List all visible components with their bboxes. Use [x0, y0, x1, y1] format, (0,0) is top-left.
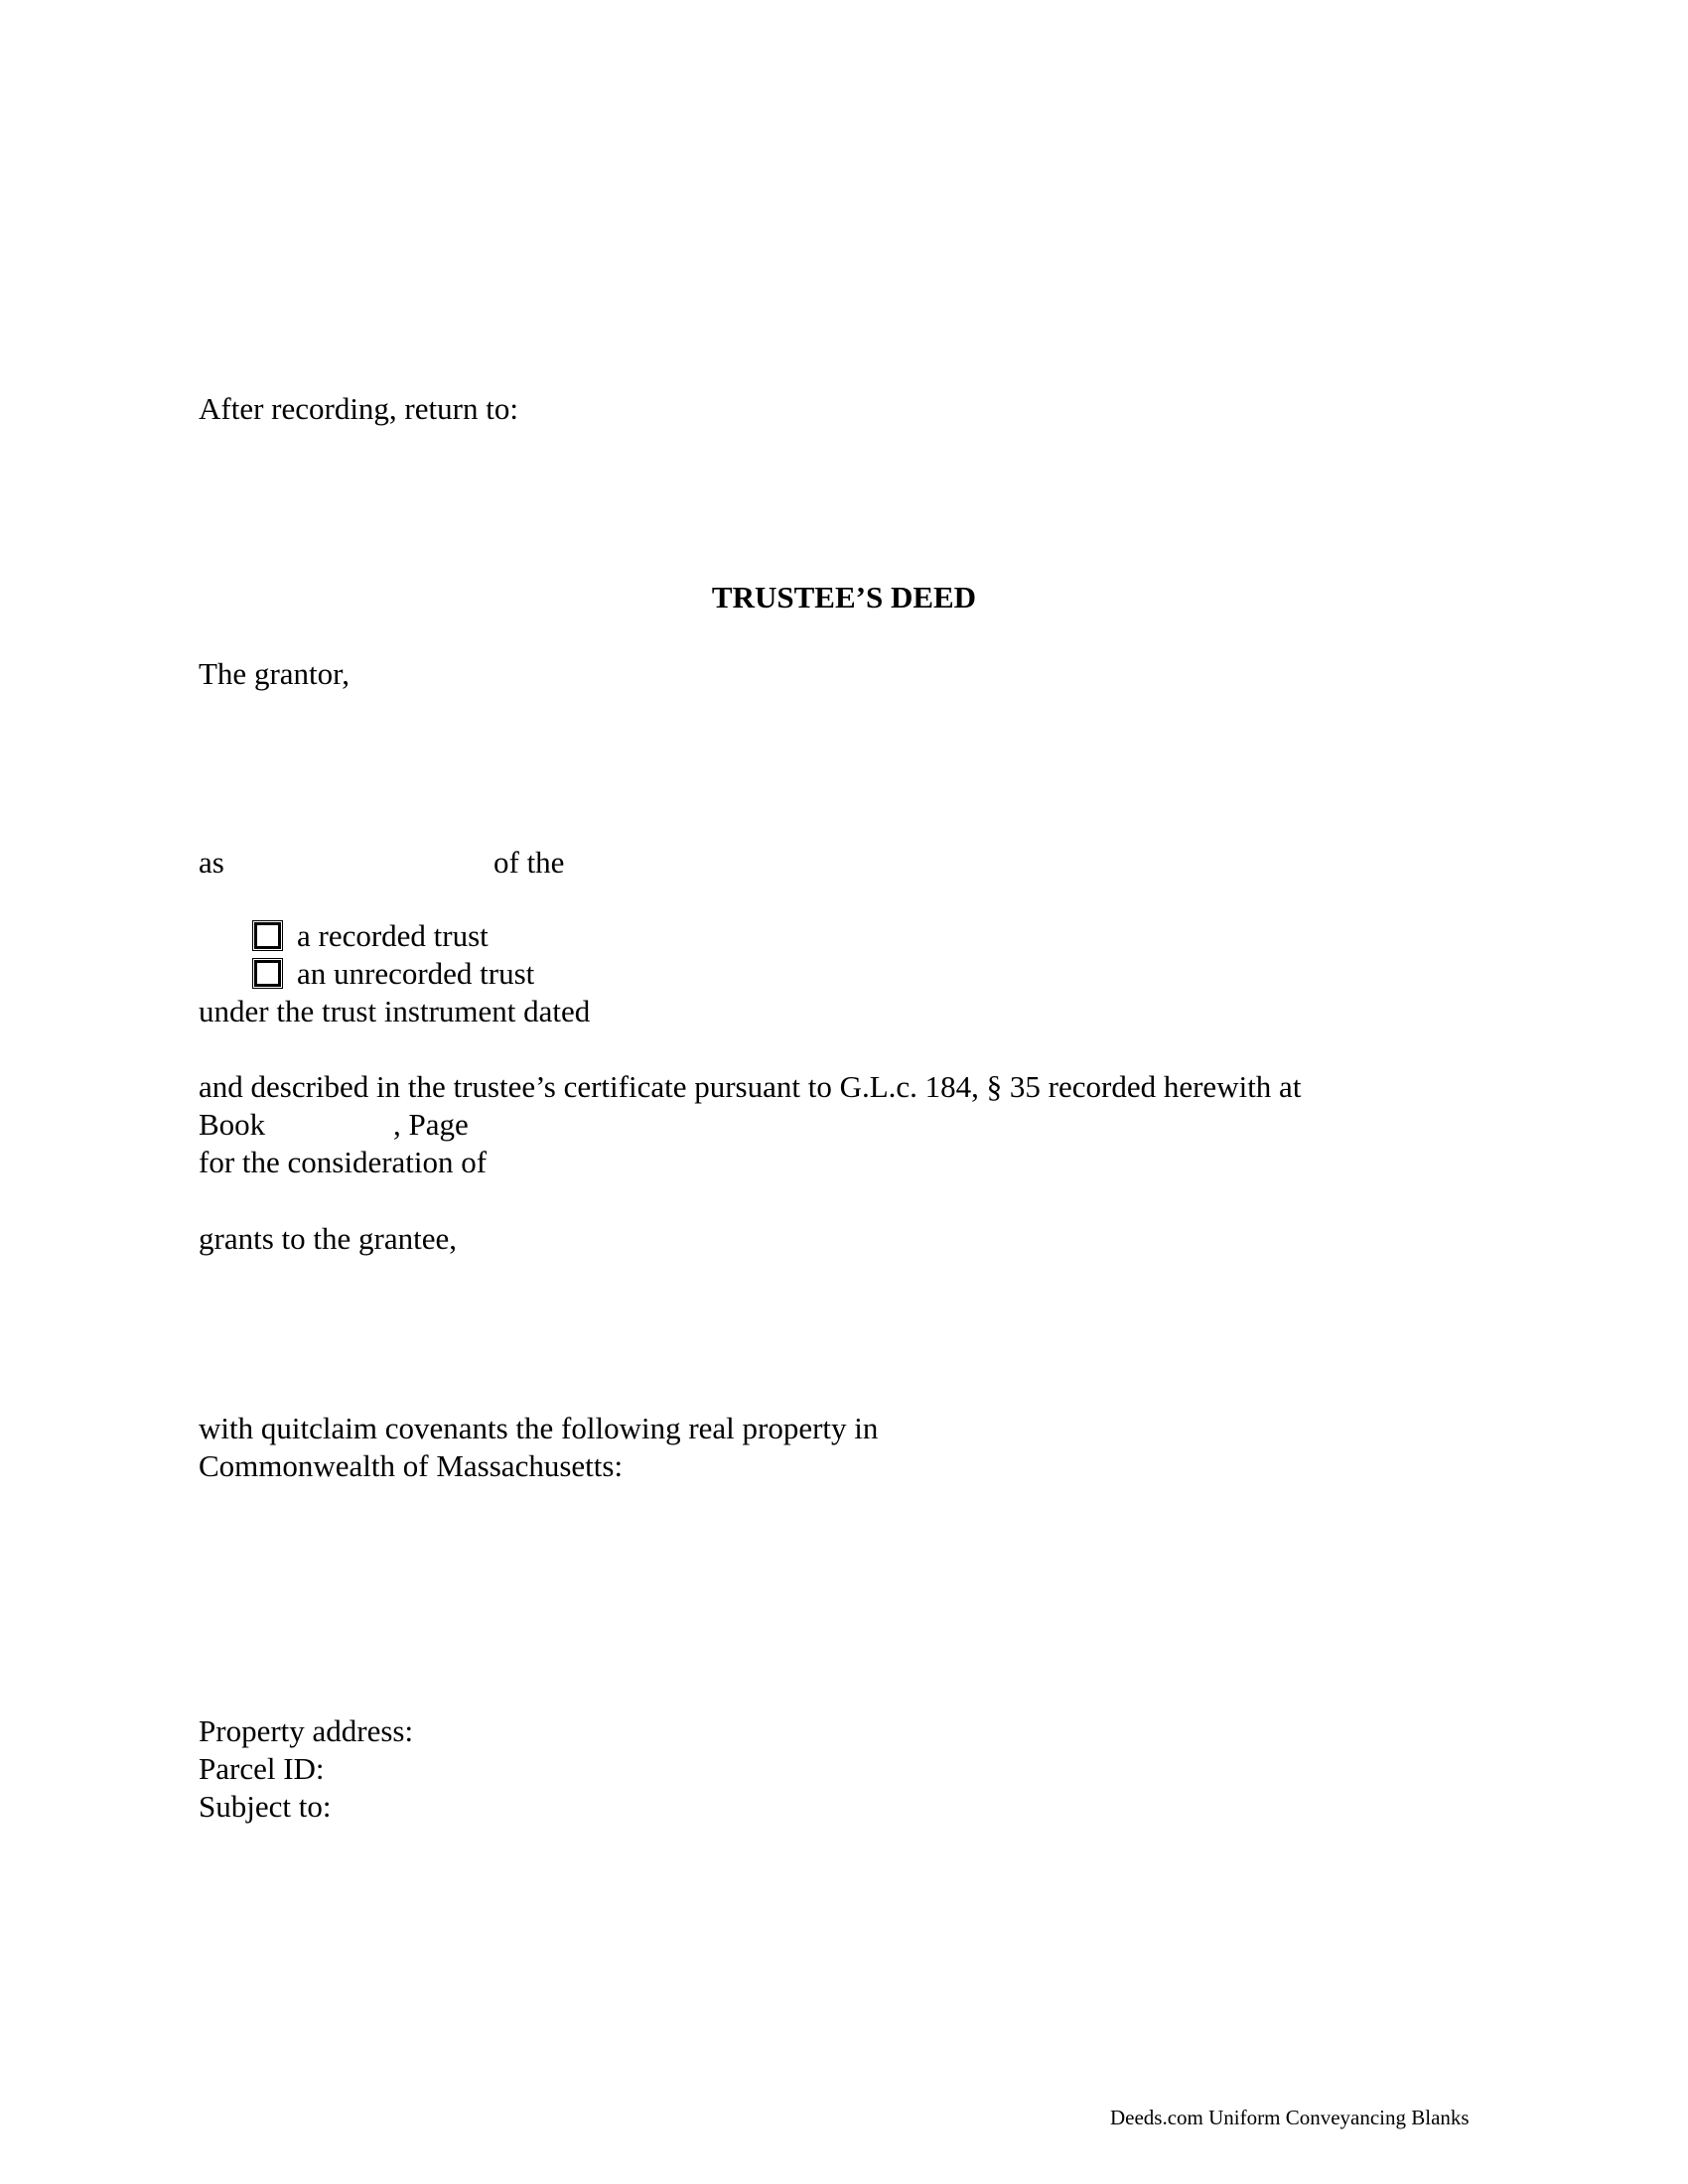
instrument-dated-label: under the trust instrument dated [199, 994, 591, 1028]
unrecorded-trust-checkbox[interactable] [254, 960, 281, 987]
certificate-line: and described in the trustee’s certificate pursuant to G.L.c. 184, § 35 recorded herewith at [199, 1069, 1302, 1104]
book-label: Book [199, 1107, 266, 1142]
covenants-line-2: Commonwealth of Massachusetts: [199, 1448, 624, 1483]
recorded-trust-label: a recorded trust [297, 918, 489, 953]
grantee-label: grants to the grantee, [199, 1221, 457, 1256]
property-address-label: Property address: [199, 1713, 414, 1748]
unrecorded-trust-label: an unrecorded trust [297, 956, 535, 991]
recorded-trust-checkbox[interactable] [254, 922, 281, 949]
footer-text: Deeds.com Uniform Conveyancing Blanks [1110, 2106, 1470, 2129]
as-label: as [199, 845, 224, 880]
document-title: TRUSTEE’S DEED [711, 580, 977, 614]
subject-to-label: Subject to: [199, 1789, 332, 1824]
covenants-line-1: with quitclaim covenants the following real property in [199, 1411, 879, 1445]
parcel-id-label: Parcel ID: [199, 1751, 325, 1786]
grantor-label: The grantor, [199, 656, 350, 691]
page-label: , Page [393, 1107, 469, 1142]
consideration-label: for the consideration of [199, 1145, 488, 1179]
of-the-label: of the [493, 845, 565, 880]
return-to-label: After recording, return to: [199, 391, 518, 426]
